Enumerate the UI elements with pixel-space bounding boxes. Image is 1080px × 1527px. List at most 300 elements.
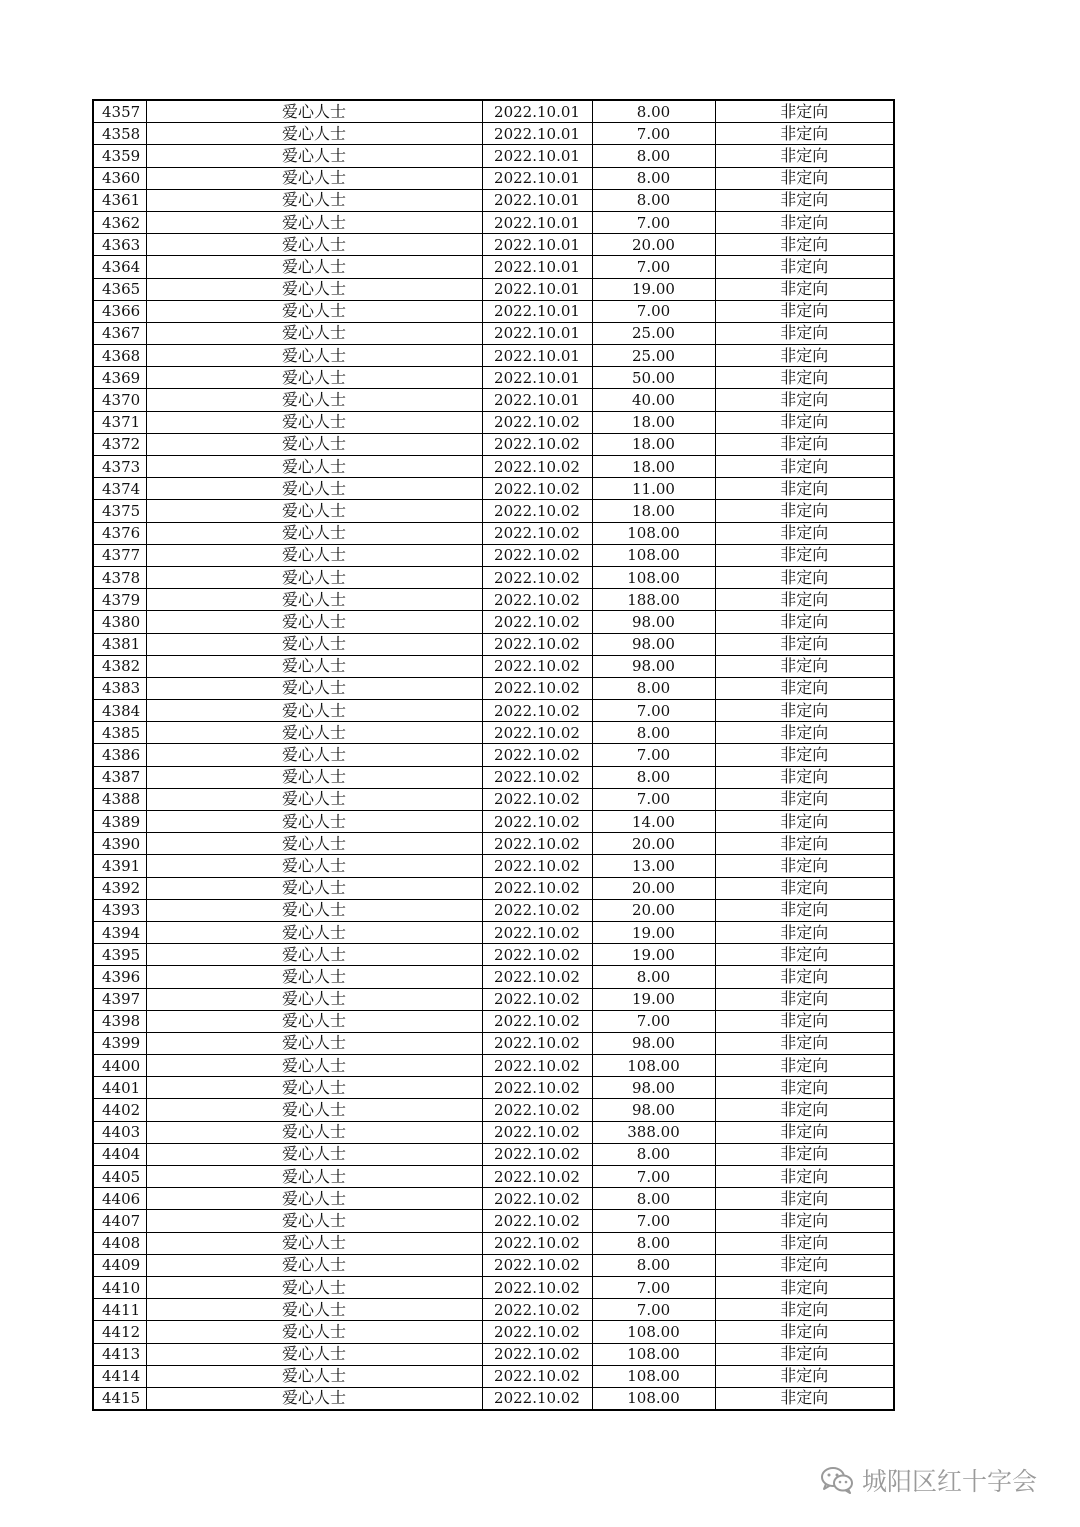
- donation-type: 非定向: [715, 1276, 894, 1298]
- donation-date: 2022.10.02: [482, 433, 592, 455]
- table-row: [93, 211, 894, 233]
- donation-type: 非定向: [715, 744, 894, 766]
- donation-amount: 20.00: [592, 899, 715, 921]
- donation-type: 非定向: [715, 1143, 894, 1165]
- table-row: [93, 1299, 894, 1321]
- table-row: [93, 988, 894, 1010]
- table-row: [93, 145, 894, 167]
- row-number: 4397: [93, 988, 146, 1010]
- donation-type: 非定向: [715, 433, 894, 455]
- donation-type: 非定向: [715, 234, 894, 256]
- donation-date: 2022.10.02: [482, 633, 592, 655]
- table-row: [93, 589, 894, 611]
- row-number: 4411: [93, 1299, 146, 1321]
- donation-amount: 20.00: [592, 877, 715, 899]
- donation-type: 非定向: [715, 988, 894, 1010]
- row-number: 4384: [93, 700, 146, 722]
- donor-name: 爱心人士: [146, 1121, 482, 1143]
- donation-amount: 11.00: [592, 478, 715, 500]
- donation-type: 非定向: [715, 123, 894, 145]
- donation-type: 非定向: [715, 300, 894, 322]
- row-number: 4381: [93, 633, 146, 655]
- table-row: [93, 1321, 894, 1343]
- row-number: 4393: [93, 899, 146, 921]
- table-row: [93, 1365, 894, 1387]
- donation-amount: 108.00: [592, 544, 715, 566]
- table-row: [93, 899, 894, 921]
- donation-amount: 108.00: [592, 1321, 715, 1343]
- donation-amount: 8.00: [592, 677, 715, 699]
- donation-amount: 108.00: [592, 1055, 715, 1077]
- watermark-text: 城阳区红十字会: [862, 1467, 1038, 1496]
- donation-date: 2022.10.02: [482, 1276, 592, 1298]
- donation-type: 非定向: [715, 633, 894, 655]
- donation-date: 2022.10.02: [482, 877, 592, 899]
- donation-type: 非定向: [715, 566, 894, 588]
- row-number: 4390: [93, 833, 146, 855]
- donation-date: 2022.10.02: [482, 1188, 592, 1210]
- donation-date: 2022.10.02: [482, 855, 592, 877]
- donation-date: 2022.10.02: [482, 566, 592, 588]
- donation-amount: 7.00: [592, 123, 715, 145]
- donor-name: 爱心人士: [146, 1254, 482, 1276]
- donation-amount: 7.00: [592, 211, 715, 233]
- donation-date: 2022.10.02: [482, 655, 592, 677]
- table-row: [93, 633, 894, 655]
- table-row: [93, 544, 894, 566]
- row-number: 4413: [93, 1343, 146, 1365]
- donation-amount: 108.00: [592, 1343, 715, 1365]
- donation-date: 2022.10.02: [482, 1365, 592, 1387]
- row-number: 4377: [93, 544, 146, 566]
- table-row: [93, 1032, 894, 1054]
- table-row: [93, 167, 894, 189]
- donation-date: 2022.10.02: [482, 1077, 592, 1099]
- donation-amount: 19.00: [592, 278, 715, 300]
- donor-name: 爱心人士: [146, 899, 482, 921]
- table-row: [93, 655, 894, 677]
- donation-date: 2022.10.01: [482, 167, 592, 189]
- donation-type: 非定向: [715, 877, 894, 899]
- table-row: [93, 766, 894, 788]
- table-row: [93, 1077, 894, 1099]
- donation-type: 非定向: [715, 1299, 894, 1321]
- donation-type: 非定向: [715, 1321, 894, 1343]
- donor-name: 爱心人士: [146, 1299, 482, 1321]
- donation-date: 2022.10.02: [482, 611, 592, 633]
- donation-date: 2022.10.02: [482, 700, 592, 722]
- donation-amount: 8.00: [592, 1143, 715, 1165]
- donation-amount: 19.00: [592, 921, 715, 943]
- donation-type: 非定向: [715, 211, 894, 233]
- donation-date: 2022.10.02: [482, 589, 592, 611]
- donation-type: 非定向: [715, 256, 894, 278]
- table-row: [93, 611, 894, 633]
- donation-type: 非定向: [715, 322, 894, 344]
- donation-type: 非定向: [715, 1343, 894, 1365]
- donor-name: 爱心人士: [146, 1343, 482, 1365]
- table-row: [93, 744, 894, 766]
- donation-date: 2022.10.02: [482, 966, 592, 988]
- donor-name: 爱心人士: [146, 833, 482, 855]
- donation-type: 非定向: [715, 899, 894, 921]
- donation-amount: 18.00: [592, 411, 715, 433]
- donor-name: 爱心人士: [146, 544, 482, 566]
- donation-amount: 108.00: [592, 1365, 715, 1387]
- row-number: 4360: [93, 167, 146, 189]
- donor-name: 爱心人士: [146, 1010, 482, 1032]
- table-row: [93, 345, 894, 367]
- donation-type: 非定向: [715, 1032, 894, 1054]
- row-number: 4406: [93, 1188, 146, 1210]
- donation-amount: 8.00: [592, 966, 715, 988]
- donation-date: 2022.10.02: [482, 1099, 592, 1121]
- donation-amount: 7.00: [592, 1166, 715, 1188]
- row-number: 4396: [93, 966, 146, 988]
- table-row: [93, 722, 894, 744]
- table-row: [93, 1121, 894, 1143]
- donor-name: 爱心人士: [146, 744, 482, 766]
- donation-amount: 8.00: [592, 1254, 715, 1276]
- donation-table: [92, 99, 895, 1411]
- donation-date: 2022.10.02: [482, 744, 592, 766]
- donor-name: 爱心人士: [146, 145, 482, 167]
- table-row: [93, 500, 894, 522]
- row-number: 4373: [93, 456, 146, 478]
- donation-type: 非定向: [715, 677, 894, 699]
- donation-amount: 8.00: [592, 766, 715, 788]
- table-body: [93, 100, 894, 1410]
- donation-amount: 108.00: [592, 1387, 715, 1410]
- donation-type: 非定向: [715, 456, 894, 478]
- donor-name: 爱心人士: [146, 811, 482, 833]
- donor-name: 爱心人士: [146, 1055, 482, 1077]
- donation-type: 非定向: [715, 944, 894, 966]
- row-number: 4372: [93, 433, 146, 455]
- table-row: [93, 322, 894, 344]
- row-number: 4370: [93, 389, 146, 411]
- donation-date: 2022.10.01: [482, 189, 592, 211]
- donor-name: 爱心人士: [146, 1032, 482, 1054]
- donation-type: 非定向: [715, 811, 894, 833]
- donation-type: 非定向: [715, 411, 894, 433]
- donation-amount: 8.00: [592, 1232, 715, 1254]
- donation-date: 2022.10.02: [482, 1387, 592, 1410]
- donor-name: 爱心人士: [146, 1365, 482, 1387]
- donation-date: 2022.10.01: [482, 100, 592, 123]
- table-row: [93, 1055, 894, 1077]
- row-number: 4412: [93, 1321, 146, 1343]
- donation-type: 非定向: [715, 478, 894, 500]
- donation-date: 2022.10.02: [482, 1254, 592, 1276]
- donation-date: 2022.10.02: [482, 1121, 592, 1143]
- row-number: 4408: [93, 1232, 146, 1254]
- table-row: [93, 1143, 894, 1165]
- donation-amount: 7.00: [592, 1276, 715, 1298]
- donor-name: 爱心人士: [146, 278, 482, 300]
- row-number: 4376: [93, 522, 146, 544]
- donation-date: 2022.10.01: [482, 345, 592, 367]
- row-number: 4361: [93, 189, 146, 211]
- table-row: [93, 1210, 894, 1232]
- table-row: [93, 1010, 894, 1032]
- table-row: [93, 433, 894, 455]
- donation-amount: 20.00: [592, 833, 715, 855]
- table-row: [93, 256, 894, 278]
- donation-date: 2022.10.02: [482, 944, 592, 966]
- donation-amount: 18.00: [592, 500, 715, 522]
- table-row: [93, 566, 894, 588]
- donor-name: 爱心人士: [146, 766, 482, 788]
- donor-name: 爱心人士: [146, 456, 482, 478]
- donor-name: 爱心人士: [146, 921, 482, 943]
- table-row: [93, 921, 894, 943]
- table-row: [93, 811, 894, 833]
- row-number: 4414: [93, 1365, 146, 1387]
- donation-type: 非定向: [715, 611, 894, 633]
- donation-amount: 98.00: [592, 655, 715, 677]
- donation-date: 2022.10.02: [482, 788, 592, 810]
- donation-type: 非定向: [715, 966, 894, 988]
- table-row: [93, 1232, 894, 1254]
- donation-date: 2022.10.02: [482, 899, 592, 921]
- donation-type: 非定向: [715, 389, 894, 411]
- table-row: [93, 833, 894, 855]
- row-number: 4359: [93, 145, 146, 167]
- donor-name: 爱心人士: [146, 100, 482, 123]
- donation-date: 2022.10.02: [482, 766, 592, 788]
- donation-amount: 7.00: [592, 1299, 715, 1321]
- row-number: 4398: [93, 1010, 146, 1032]
- donation-amount: 7.00: [592, 256, 715, 278]
- donation-amount: 20.00: [592, 234, 715, 256]
- donation-amount: 25.00: [592, 322, 715, 344]
- table-row: [93, 1276, 894, 1298]
- donation-amount: 8.00: [592, 145, 715, 167]
- row-number: 4367: [93, 322, 146, 344]
- donation-date: 2022.10.02: [482, 1010, 592, 1032]
- table-row: [93, 478, 894, 500]
- donation-date: 2022.10.02: [482, 522, 592, 544]
- donation-amount: 388.00: [592, 1121, 715, 1143]
- donor-name: 爱心人士: [146, 611, 482, 633]
- donor-name: 爱心人士: [146, 256, 482, 278]
- donation-amount: 8.00: [592, 189, 715, 211]
- donation-amount: 108.00: [592, 522, 715, 544]
- row-number: 4400: [93, 1055, 146, 1077]
- donation-date: 2022.10.02: [482, 1055, 592, 1077]
- donation-type: 非定向: [715, 1210, 894, 1232]
- row-number: 4374: [93, 478, 146, 500]
- donor-name: 爱心人士: [146, 367, 482, 389]
- donation-date: 2022.10.02: [482, 1343, 592, 1365]
- row-number: 4369: [93, 367, 146, 389]
- row-number: 4392: [93, 877, 146, 899]
- donation-date: 2022.10.01: [482, 278, 592, 300]
- donation-type: 非定向: [715, 1254, 894, 1276]
- donation-type: 非定向: [715, 921, 894, 943]
- donation-date: 2022.10.02: [482, 677, 592, 699]
- row-number: 4403: [93, 1121, 146, 1143]
- donation-amount: 98.00: [592, 1099, 715, 1121]
- donor-name: 爱心人士: [146, 1232, 482, 1254]
- donation-date: 2022.10.02: [482, 811, 592, 833]
- table-row: [93, 966, 894, 988]
- table-row: [93, 877, 894, 899]
- donor-name: 爱心人士: [146, 700, 482, 722]
- donor-name: 爱心人士: [146, 411, 482, 433]
- donation-type: 非定向: [715, 788, 894, 810]
- row-number: 4366: [93, 300, 146, 322]
- donation-amount: 19.00: [592, 988, 715, 1010]
- donor-name: 爱心人士: [146, 322, 482, 344]
- donor-name: 爱心人士: [146, 1321, 482, 1343]
- donation-type: 非定向: [715, 766, 894, 788]
- donation-type: 非定向: [715, 167, 894, 189]
- donation-date: 2022.10.02: [482, 1321, 592, 1343]
- donation-amount: 8.00: [592, 722, 715, 744]
- donation-amount: 98.00: [592, 611, 715, 633]
- table-row: [93, 788, 894, 810]
- row-number: 4385: [93, 722, 146, 744]
- donation-amount: 18.00: [592, 456, 715, 478]
- donation-type: 非定向: [715, 722, 894, 744]
- donation-type: 非定向: [715, 833, 894, 855]
- donor-name: 爱心人士: [146, 1077, 482, 1099]
- donation-type: 非定向: [715, 1188, 894, 1210]
- donor-name: 爱心人士: [146, 988, 482, 1010]
- donation-amount: 19.00: [592, 944, 715, 966]
- donation-type: 非定向: [715, 100, 894, 123]
- donor-name: 爱心人士: [146, 1276, 482, 1298]
- row-number: 4410: [93, 1276, 146, 1298]
- donation-date: 2022.10.01: [482, 389, 592, 411]
- donation-type: 非定向: [715, 278, 894, 300]
- donor-name: 爱心人士: [146, 855, 482, 877]
- donation-date: 2022.10.02: [482, 478, 592, 500]
- donor-name: 爱心人士: [146, 433, 482, 455]
- donation-date: 2022.10.02: [482, 1166, 592, 1188]
- donor-name: 爱心人士: [146, 566, 482, 588]
- donation-type: 非定向: [715, 367, 894, 389]
- donor-name: 爱心人士: [146, 1387, 482, 1410]
- wechat-icon: [820, 1466, 854, 1494]
- donor-name: 爱心人士: [146, 1099, 482, 1121]
- donation-date: 2022.10.02: [482, 456, 592, 478]
- row-number: 4409: [93, 1254, 146, 1276]
- donation-amount: 40.00: [592, 389, 715, 411]
- donor-name: 爱心人士: [146, 389, 482, 411]
- donor-name: 爱心人士: [146, 123, 482, 145]
- donor-name: 爱心人士: [146, 345, 482, 367]
- donor-name: 爱心人士: [146, 211, 482, 233]
- donor-name: 爱心人士: [146, 478, 482, 500]
- table-row: [93, 278, 894, 300]
- table-row: [93, 389, 894, 411]
- row-number: 4399: [93, 1032, 146, 1054]
- row-number: 4357: [93, 100, 146, 123]
- donation-type: 非定向: [715, 1010, 894, 1032]
- row-number: 4383: [93, 677, 146, 699]
- row-number: 4365: [93, 278, 146, 300]
- row-number: 4382: [93, 655, 146, 677]
- donor-name: 爱心人士: [146, 500, 482, 522]
- table-row: [93, 944, 894, 966]
- row-number: 4391: [93, 855, 146, 877]
- donor-name: 爱心人士: [146, 788, 482, 810]
- donation-type: 非定向: [715, 855, 894, 877]
- donation-date: 2022.10.02: [482, 833, 592, 855]
- row-number: 4379: [93, 589, 146, 611]
- donor-name: 爱心人士: [146, 655, 482, 677]
- row-number: 4358: [93, 123, 146, 145]
- donation-type: 非定向: [715, 1121, 894, 1143]
- table-row: [93, 855, 894, 877]
- donation-type: 非定向: [715, 522, 894, 544]
- donation-date: 2022.10.01: [482, 300, 592, 322]
- donation-type: 非定向: [715, 655, 894, 677]
- row-number: 4401: [93, 1077, 146, 1099]
- table-row: [93, 234, 894, 256]
- row-number: 4405: [93, 1166, 146, 1188]
- donation-type: 非定向: [715, 500, 894, 522]
- table-row: [93, 700, 894, 722]
- donation-amount: 7.00: [592, 1210, 715, 1232]
- donor-name: 爱心人士: [146, 300, 482, 322]
- row-number: 4371: [93, 411, 146, 433]
- row-number: 4386: [93, 744, 146, 766]
- donation-amount: 7.00: [592, 1010, 715, 1032]
- row-number: 4407: [93, 1210, 146, 1232]
- table-row: [93, 456, 894, 478]
- table-row: [93, 1099, 894, 1121]
- donor-name: 爱心人士: [146, 234, 482, 256]
- donation-amount: 188.00: [592, 589, 715, 611]
- donation-type: 非定向: [715, 1387, 894, 1410]
- row-number: 4368: [93, 345, 146, 367]
- row-number: 4415: [93, 1387, 146, 1410]
- donation-type: 非定向: [715, 345, 894, 367]
- donation-amount: 7.00: [592, 788, 715, 810]
- donation-type: 非定向: [715, 589, 894, 611]
- donor-name: 爱心人士: [146, 1210, 482, 1232]
- row-number: 4404: [93, 1143, 146, 1165]
- table-row: [93, 522, 894, 544]
- donation-amount: 108.00: [592, 566, 715, 588]
- donation-date: 2022.10.02: [482, 1299, 592, 1321]
- table-row: [93, 367, 894, 389]
- donation-type: 非定向: [715, 1232, 894, 1254]
- row-number: 4363: [93, 234, 146, 256]
- donation-date: 2022.10.02: [482, 1032, 592, 1054]
- donation-amount: 7.00: [592, 744, 715, 766]
- table-row: [93, 1254, 894, 1276]
- donation-amount: 7.00: [592, 300, 715, 322]
- table-row: [93, 100, 894, 123]
- donation-type: 非定向: [715, 1166, 894, 1188]
- donor-name: 爱心人士: [146, 944, 482, 966]
- table-row: [93, 1188, 894, 1210]
- donor-name: 爱心人士: [146, 1166, 482, 1188]
- donation-date: 2022.10.02: [482, 921, 592, 943]
- watermark: [820, 1462, 1037, 1498]
- donation-date: 2022.10.02: [482, 544, 592, 566]
- row-number: 4388: [93, 788, 146, 810]
- donation-type: 非定向: [715, 700, 894, 722]
- row-number: 4387: [93, 766, 146, 788]
- donation-type: 非定向: [715, 1365, 894, 1387]
- donation-date: 2022.10.02: [482, 722, 592, 744]
